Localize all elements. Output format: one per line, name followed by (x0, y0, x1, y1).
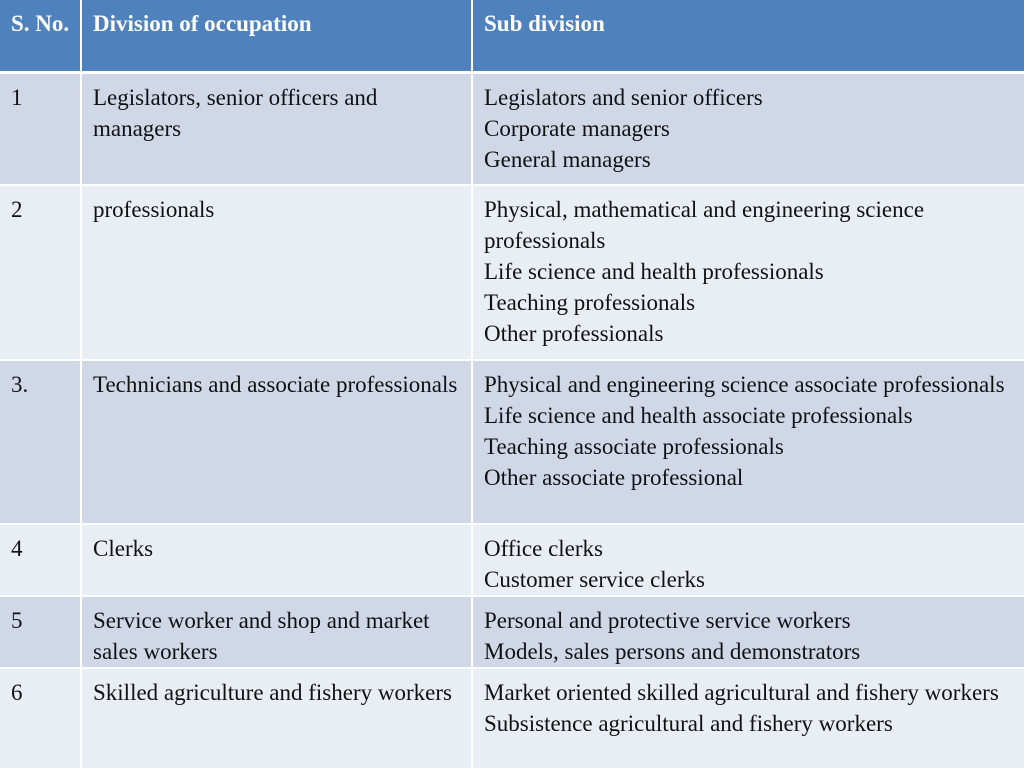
subdivision-item: Corporate managers (484, 115, 670, 141)
table-header-row (0, 0, 1024, 72)
row-subdivisions (472, 185, 1024, 360)
subdivision-item: Personal and protective service workers (484, 608, 851, 633)
table-row (0, 596, 1024, 668)
subdivision-item: Office clerks (484, 536, 603, 561)
subdivision-item: General managers (484, 146, 651, 172)
row-division: Service worker and shop and market sales workers (81, 596, 472, 668)
subdivision-item: Physical, mathematical and engineering science professionals (484, 197, 925, 253)
subdivision-item: Market oriented skilled agricultural and fishery workers (484, 680, 999, 705)
subdivision-item: Teaching associate professionals (484, 434, 784, 459)
row-subdivisions (472, 72, 1024, 185)
header-sno: S. No. (0, 0, 81, 72)
table-row (0, 524, 1024, 596)
row-division: professionals (81, 185, 472, 360)
table-row (0, 185, 1024, 360)
row-subdivisions (472, 524, 1024, 596)
subdivision-item: Subsistence agricultural and fishery workers (484, 711, 893, 736)
table-row (0, 72, 1024, 185)
row-division: Legislators, senior officers and managers (81, 72, 472, 185)
row-sno: 4 (0, 524, 81, 596)
subdivision-item: Life science and health associate professionals (484, 403, 913, 428)
row-subdivisions (472, 360, 1024, 524)
header-division: Division of occupation (81, 0, 472, 72)
row-subdivisions (472, 596, 1024, 668)
subdivision-item: Customer service clerks (484, 567, 705, 592)
table-row (0, 668, 1024, 768)
header-subdivision: Sub division (472, 0, 1024, 72)
subdivision-item: Life science and health professionals (484, 259, 824, 284)
row-division: Technicians and associate professionals (81, 360, 472, 524)
row-subdivisions (472, 668, 1024, 768)
row-sno: 3. (0, 360, 81, 524)
row-division: Skilled agriculture and fishery workers (81, 668, 472, 768)
row-sno: 1 (0, 72, 81, 185)
row-division: Clerks (81, 524, 472, 596)
row-sno: 2 (0, 185, 81, 360)
subdivision-item: Other associate professional (484, 465, 744, 490)
subdivision-item: Teaching professionals (484, 290, 696, 315)
subdivision-item: Other professionals (484, 321, 664, 346)
subdivision-item: Physical and engineering science associate professionals (484, 372, 1005, 397)
subdivision-item: Models, sales persons and demonstrators (484, 639, 861, 664)
row-sno: 6 (0, 668, 81, 768)
table-row (0, 360, 1024, 524)
subdivision-item: Legislators and senior officers (484, 84, 763, 110)
row-sno: 5 (0, 596, 81, 668)
